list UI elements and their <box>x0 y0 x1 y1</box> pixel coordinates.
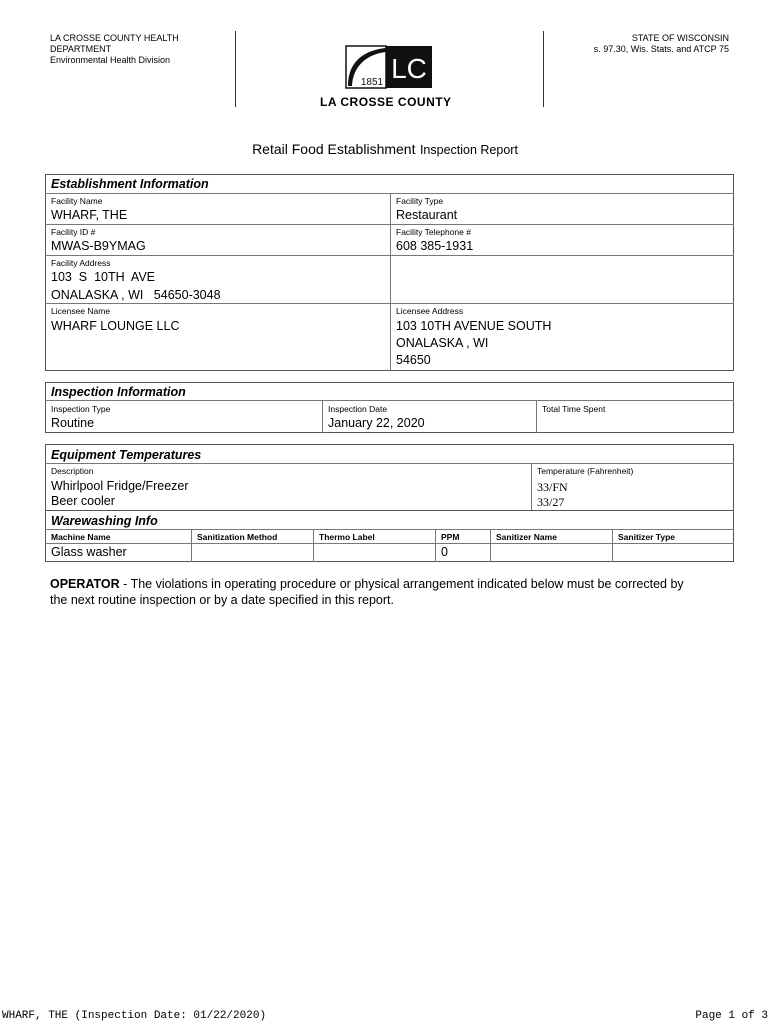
ww-divider-5 <box>612 529 613 562</box>
inspection-divider-1 <box>322 400 323 433</box>
department-name-line1: LA CROSSE COUNTY HEALTH <box>50 33 179 43</box>
facility-type-label: Facility Type <box>396 196 444 206</box>
ppm-value: 0 <box>441 545 448 559</box>
department-name-line2: DEPARTMENT <box>50 44 112 54</box>
division-name: Environmental Health Division <box>50 55 171 65</box>
operator-text-line2: the next routine inspection or by a date specified in this report. <box>50 593 394 607</box>
equipment-column-divider <box>531 463 532 510</box>
inspection-divider-2 <box>536 400 537 433</box>
licensee-address-label: Licensee Address <box>396 306 464 316</box>
facility-address-label: Facility Address <box>51 258 111 268</box>
equipment-temperature-1: 33/FN <box>537 480 568 494</box>
inspection-heading: Inspection Information <box>51 385 186 399</box>
temperature-label: Temperature (Fahrenheit) <box>537 466 634 476</box>
facility-type: Restaurant <box>396 208 458 222</box>
facility-id-label: Facility ID # <box>51 227 96 237</box>
state-name: STATE OF WISCONSIN <box>631 33 729 43</box>
sanitizer-type-header: Sanitizer Type <box>618 532 675 542</box>
report-title <box>0 141 770 159</box>
equipment-description-2: Beer cooler <box>51 494 115 508</box>
equipment-heading: Equipment Temperatures <box>51 448 202 462</box>
header-divider-left <box>235 31 236 107</box>
logo-year: 1851 <box>360 77 384 88</box>
ww-divider-3 <box>435 529 436 562</box>
licensee-address-line2: ONALASKA , WI <box>396 336 489 350</box>
machine-name-header: Machine Name <box>51 532 111 542</box>
facility-address-line1: 103 S 10TH AVE <box>51 270 155 284</box>
inspection-date: January 22, 2020 <box>328 416 425 430</box>
equipment-description-1: Whirlpool Fridge/Freezer <box>51 479 189 493</box>
county-logo <box>318 40 463 112</box>
operator-text: - The violations in operating procedure or physical arrangement indicated below must be corrected by <box>119 577 684 591</box>
warewashing-header-rule <box>45 543 734 544</box>
sanitizer-name-header: Sanitizer Name <box>496 532 557 542</box>
facility-address-line2: ONALASKA , WI 54650-3048 <box>51 288 221 302</box>
facility-name: WHARF, THE <box>51 208 128 222</box>
licensee-name: WHARF LOUNGE LLC <box>51 319 180 333</box>
licensee-address-line1: 103 10TH AVENUE SOUTH <box>396 319 552 333</box>
header-divider-right <box>543 31 544 107</box>
sanitization-method-header: Sanitization Method <box>197 532 278 542</box>
row-rule-1 <box>45 224 734 225</box>
logo-text: LA CROSSE COUNTY <box>320 95 452 109</box>
equipment-heading-rule <box>45 463 734 464</box>
row-rule-2 <box>45 255 734 256</box>
facility-phone-label: Facility Telephone # <box>396 227 471 237</box>
operator-notice <box>50 576 684 608</box>
row-rule-3 <box>45 303 734 304</box>
report-title-main: Retail Food Establishment <box>252 141 416 157</box>
warewashing-heading-rule <box>45 529 734 530</box>
inspection-type: Routine <box>51 416 95 430</box>
statute-reference: s. 97.30, Wis. Stats. and ATCP 75 <box>593 44 729 54</box>
facility-phone: 608 385-1931 <box>396 239 474 253</box>
licensee-name-label: Licensee Name <box>51 306 111 316</box>
operator-label: OPERATOR <box>50 577 120 591</box>
inspection-date-label: Inspection Date <box>328 404 388 414</box>
inspection-type-label: Inspection Type <box>51 404 111 414</box>
facility-id: MWAS-B9YMAG <box>51 239 146 253</box>
report-title-sub: Inspection Report <box>419 143 518 157</box>
department-header <box>50 33 179 66</box>
establishment-column-divider <box>390 193 391 371</box>
establishment-heading: Establishment Information <box>51 177 209 191</box>
ww-divider-1 <box>191 529 192 562</box>
ww-divider-2 <box>313 529 314 562</box>
ppm-header: PPM <box>441 532 460 542</box>
thermo-label-header: Thermo Label <box>319 532 375 542</box>
total-time-label: Total Time Spent <box>542 404 606 414</box>
licensee-address-line3: 54650 <box>396 353 431 367</box>
footer-facility-date: WHARF, THE (Inspection Date: 01/22/2020) <box>2 1010 267 1022</box>
warewashing-heading: Warewashing Info <box>51 514 158 528</box>
ww-divider-4 <box>490 529 491 562</box>
warewashing-top-rule <box>45 510 734 511</box>
facility-name-label: Facility Name <box>51 196 103 206</box>
equipment-temperature-2: 33/27 <box>537 495 565 509</box>
description-label: Description <box>51 466 94 476</box>
state-header <box>594 33 729 55</box>
logo-letters: LC <box>391 53 427 84</box>
inspection-heading-rule <box>45 400 734 401</box>
footer-page-number: Page 1 of 3 <box>695 1010 768 1022</box>
machine-name: Glass washer <box>51 545 127 559</box>
